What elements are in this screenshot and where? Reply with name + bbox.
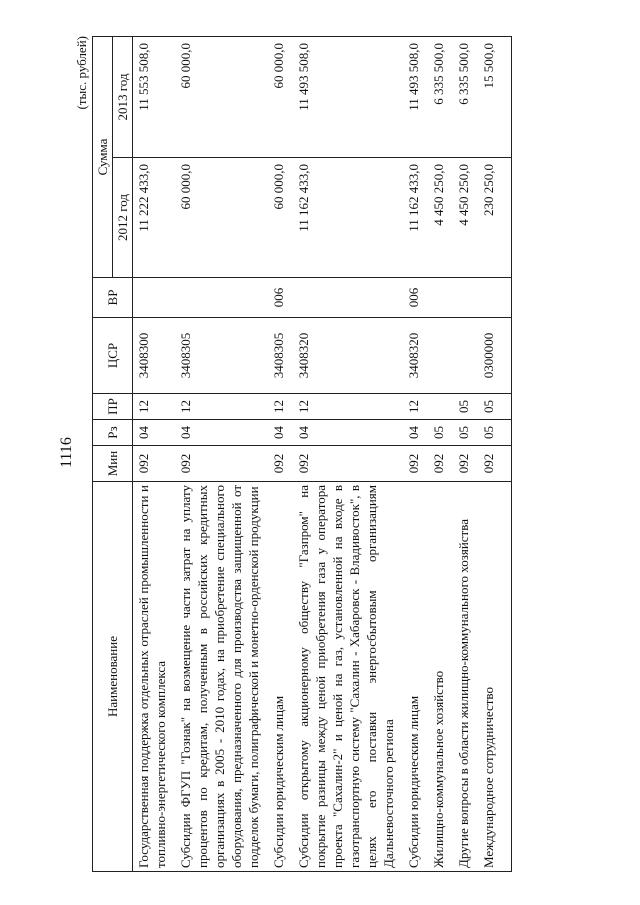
row-vr: 006: [403, 278, 428, 318]
header-min: Мин: [93, 446, 133, 482]
row-name: Международное сотрудничество: [478, 482, 503, 872]
header-vr: ВР: [93, 278, 133, 318]
row-csr: [503, 318, 512, 394]
row-sum-2012: 4 450 250,0: [453, 158, 478, 278]
table-row: [503, 37, 512, 872]
table-row: [428, 37, 453, 872]
table-row: [268, 37, 293, 872]
row-rz: 04: [133, 420, 176, 446]
row-min: 092: [175, 446, 268, 482]
header-rz: Рз: [93, 420, 133, 446]
row-name: Субсидии юридическим лицам: [403, 482, 428, 872]
row-csr: [453, 318, 478, 394]
row-sum-2012: 11 222 433,0: [133, 158, 176, 278]
row-min: 092: [478, 446, 503, 482]
row-vr: [453, 278, 478, 318]
row-min: [503, 446, 512, 482]
row-sum-2013: 60 000,0: [175, 37, 268, 158]
row-sum-2013: 60 000,0: [268, 37, 293, 158]
row-pr: 05: [453, 394, 478, 420]
row-sum-2012: [503, 158, 512, 278]
table-row: [478, 37, 503, 872]
header-csr: ЦСР: [93, 318, 133, 394]
page-number: 1116: [58, 437, 75, 468]
table-row: [403, 37, 428, 872]
row-rz: [503, 420, 512, 446]
row-vr: [478, 278, 503, 318]
row-vr: 006: [268, 278, 293, 318]
row-csr: 3408300: [133, 318, 176, 394]
row-sum-2013: 6 335 500,0: [428, 37, 453, 158]
row-name: Субсидии юридическим лицам: [268, 482, 293, 872]
row-vr: [428, 278, 453, 318]
row-csr: 3408305: [268, 318, 293, 394]
table-row: [453, 37, 478, 872]
row-rz: 04: [175, 420, 268, 446]
row-sum-2013: [503, 37, 512, 158]
row-min: 092: [453, 446, 478, 482]
row-vr: [175, 278, 268, 318]
row-rz: 04: [293, 420, 403, 446]
row-min: 092: [268, 446, 293, 482]
header-pr: ПР: [93, 394, 133, 420]
row-sum-2012: 60 000,0: [268, 158, 293, 278]
row-vr: [293, 278, 403, 318]
row-rz: 05: [478, 420, 503, 446]
header-sum: Сумма: [93, 37, 113, 278]
row-csr: 0300000: [478, 318, 503, 394]
row-csr: [428, 318, 453, 394]
row-rz: 05: [428, 420, 453, 446]
header-year-2013: 2013 год: [113, 37, 133, 158]
row-name: Жилищно-коммунальное хозяйство: [428, 482, 453, 872]
row-sum-2012: 230 250,0: [478, 158, 503, 278]
row-sum-2013: 6 335 500,0: [453, 37, 478, 158]
row-pr: [503, 394, 512, 420]
row-vr: [503, 278, 512, 318]
unit-note: (тыс. рублей): [74, 36, 89, 110]
table-row: [175, 37, 268, 872]
row-pr: 12: [403, 394, 428, 420]
row-sum-2013: 11 553 508,0: [133, 37, 176, 158]
row-min: 092: [293, 446, 403, 482]
header-year-2012: 2012 год: [113, 158, 133, 278]
budget-table: [92, 36, 512, 872]
row-rz: 04: [268, 420, 293, 446]
row-pr: 12: [293, 394, 403, 420]
row-sum-2012: 11 162 433,0: [403, 158, 428, 278]
row-pr: 12: [133, 394, 176, 420]
row-rz: 04: [403, 420, 428, 446]
row-min: 092: [133, 446, 176, 482]
row-pr: [428, 394, 453, 420]
row-sum-2013: 15 500,0: [478, 37, 503, 158]
table-row: [133, 37, 176, 872]
row-rz: 05: [453, 420, 478, 446]
row-sum-2013: 11 493 508,0: [293, 37, 403, 158]
table-row: [293, 37, 403, 872]
row-min: 092: [428, 446, 453, 482]
row-csr: 3408320: [403, 318, 428, 394]
row-vr: [133, 278, 176, 318]
row-sum-2012: 11 162 433,0: [293, 158, 403, 278]
row-csr: 3408305: [175, 318, 268, 394]
row-name: Другие вопросы в области жилищно-коммунального хозяйства: [453, 482, 478, 872]
row-pr: 12: [175, 394, 268, 420]
row-sum-2012: 4 450 250,0: [428, 158, 453, 278]
row-sum-2012: 60 000,0: [175, 158, 268, 278]
row-sum-2013: 11 493 508,0: [403, 37, 428, 158]
row-name: Субсидии открытому акционерному обществу "Газпром" на покрытие разницы между ценой приобретения газа у оператора проекта "Сахалин-2" и ценой на газ, установленной на входе в газотранспортную систему "Сахалин - Хабаровск - Владивосток", в целях его поставки энергосбытовым организациям Дальневосточного региона: [293, 482, 403, 872]
row-pr: 05: [478, 394, 503, 420]
row-csr: 3408320: [293, 318, 403, 394]
header-name: Наименование: [93, 482, 133, 872]
row-name: [503, 482, 512, 872]
row-name: Государственная поддержка отдельных отраслей промышленности и топливно-энергетического комплекса: [133, 482, 176, 872]
row-pr: 12: [268, 394, 293, 420]
row-name: Субсидии ФГУП "Гознак" на возмещение части затрат на уплату процентов по кредитам, полученным в российских кредитных организациях в 2005 - 2010 годах, на приобретение специального оборудования, предназначенного для производства защищенной от подделок бумаги, полиграфической и монетно-орденской продукции: [175, 482, 268, 872]
row-min: 092: [403, 446, 428, 482]
